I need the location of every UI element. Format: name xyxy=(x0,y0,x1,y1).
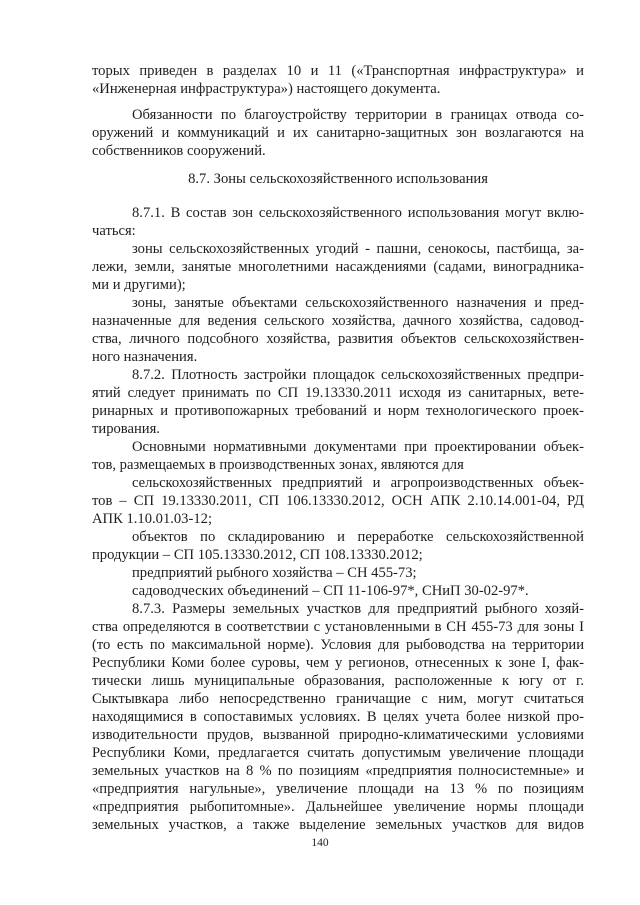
text-line: тов – СП 19.13330.2011, СП 106.13330.2012, ОСН АПК 2.10.14.001-04, РД xyxy=(92,493,584,509)
text-line: «предприятия нагульные», увеличение площади на 13 % по позициям xyxy=(92,781,584,797)
text-line: 8.7.3. Размеры земельных участков для предприятий рыбного хозяй- xyxy=(132,601,584,617)
text-line: Основными нормативными документами при проектировании объек- xyxy=(132,439,584,455)
text-line: Сыктывкара либо непосредственно граничащие с ним, могут считаться xyxy=(92,691,584,707)
text-line: земельных участков, а также выделение земельных участков для видов xyxy=(92,817,584,833)
text-line: предприятий рыбного хозяйства – СН 455-73; xyxy=(132,565,417,581)
text-line: 8.7.2. Плотность застройки площадок сельскохозяйственных предпри- xyxy=(132,367,584,383)
text-line: зоны, занятые объектами сельскохозяйственного назначения и пред- xyxy=(132,295,584,311)
text-line: сельскохозяйственных предприятий и агропроизводственных объек- xyxy=(132,475,584,491)
text-line: ринарных и противопожарных требований и норм технологического проек- xyxy=(92,403,584,419)
text-line: «Инженерная инфраструктура») настоящего документа. xyxy=(92,81,441,97)
text-line: Республики Коми более суровы, чем у регионов, отнесенных к зоне I, фак- xyxy=(92,655,584,671)
text-line: 8.7.1. В состав зон сельскохозяйственного использования могут вклю- xyxy=(132,205,584,221)
text-line: продукции – СП 105.13330.2012, СП 108.13330.2012; xyxy=(92,547,423,563)
text-line: «предприятия рыбопитомные». Дальнейшее увеличение нормы площади xyxy=(92,799,584,815)
text-line: тически лишь муниципальные образования, расположенные к югу от г. xyxy=(92,673,584,689)
text-line: земельных участков на 8 % по позициям «предприятия полносистемные» и xyxy=(92,763,584,779)
text-line: ства, личного подсобного хозяйства, развития объектов сельскохозяйствен- xyxy=(92,331,584,347)
text-line: тов, размещаемых в производственных зонах, являются для xyxy=(92,457,464,473)
text-line: находящимися в сопоставимых условиях. В целях учета более низкой про- xyxy=(92,709,584,725)
section-heading: 8.7. Зоны сельскохозяйственного использования xyxy=(188,171,488,187)
text-line: назначенные для ведения сельского хозяйства, дачного хозяйства, садовод- xyxy=(92,313,584,329)
page-number: 140 xyxy=(311,837,329,849)
text-line: оружений и коммуникаций и их санитарно-защитных зон возлагаются на xyxy=(92,125,584,141)
text-line: торых приведен в разделах 10 и 11 («Транспортная инфраструктура» и xyxy=(92,63,584,79)
text-line: чаться: xyxy=(92,223,136,239)
text-line: ного назначения. xyxy=(92,349,198,365)
text-line: ятий следует принимать по СП 19.13330.2011 исходя из санитарных, вете- xyxy=(92,385,584,401)
text-line: (то есть по максимальной норме). Условия для рыбоводства на территории xyxy=(92,637,584,653)
text-line: изводительности прудов, вызванной природно-климатическими условиями xyxy=(92,727,584,743)
text-line: лежи, земли, занятые многолетними насаждениями (садами, виноградника- xyxy=(92,259,584,275)
text-line: зоны сельскохозяйственных угодий - пашни, сенокосы, пастбища, за- xyxy=(132,241,584,257)
text-line: Обязанности по благоустройству территории в границах отвода со- xyxy=(132,107,584,123)
text-line: ства определяются в соответствии с установленными в СН 455-73 для зоны I xyxy=(92,619,584,635)
text-line: объектов по складированию и переработке сельскохозяйственной xyxy=(132,529,584,545)
text-line: ми и другими); xyxy=(92,277,186,293)
text-line: собственников сооружений. xyxy=(92,143,266,159)
text-line: тирования. xyxy=(92,421,160,437)
text-line: Республики Коми, предлагается считать допустимым увеличение площади xyxy=(92,745,584,761)
text-line: АПК 1.10.01.03-12; xyxy=(92,511,212,527)
text-line: садоводческих объединений – СП 11-106-97*, СНиП 30-02-97*. xyxy=(132,583,529,599)
